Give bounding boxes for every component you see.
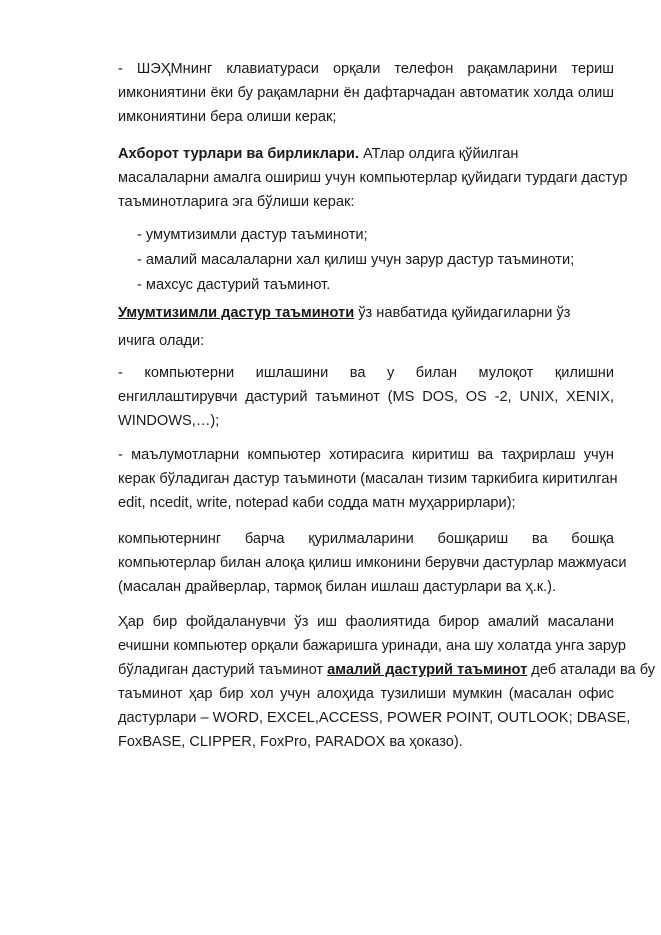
text-span: бўладиган дастурий таъминот (118, 662, 328, 678)
text-span: ўз навбатида қуйидагиларни ўз (354, 305, 571, 321)
text-line: керак бўладиган дастур таъминоти (масалан тизим таркибига киритилган (118, 471, 618, 487)
text-line: имкониятини бера олиши керак; (118, 109, 337, 125)
text-line: компьютернинг барча қурилмаларини бошқариш ва бошқа (118, 531, 614, 547)
text-line: енгиллаштирувчи дастурий таъминот (MS DOS, OS -2, UNIX, XENIX, (118, 389, 614, 405)
text-line: - ШЭҲМнинг клавиатураси орқали телефон рақамларини териш (118, 61, 614, 77)
text-span: АТлар олдига қўйилган (358, 146, 519, 162)
text-line: ичига олади: (118, 333, 205, 349)
text-line: дастурлари – WORD, EXCEL,ACCESS, POWER POINT, OUTLOOK; DBASE, (118, 710, 631, 726)
text-line: таъминот ҳар бир хол учун алоҳида тузилиши мумкин (масалан офис (118, 686, 614, 702)
text-line: (масалан драйверлар, тармоқ билан ишлаш дастурлари ва ҳ.к.). (118, 579, 557, 595)
text-line: таъминотларига эга бўлиши керак: (118, 194, 355, 210)
list-item: - умумтизимли дастур таъминоти; (137, 227, 368, 243)
text-span: деб аталади ва бу (527, 662, 656, 678)
text-line: - компьютерни ишлашини ва у билан мулоқот қилишни (118, 365, 614, 381)
underlined-term: Умумтизимли дастур таъминоти (118, 305, 355, 321)
text-line: - маълумотларни компьютер хотирасига киритиш ва таҳрирлаш учун (118, 447, 614, 463)
section-heading: Ахборот турлари ва бирликлари. (118, 146, 359, 162)
list-item: - махсус дастурий таъминот. (137, 277, 331, 293)
text-line: WINDOWS,…); (118, 413, 220, 429)
text-line: Ҳар бир фойдаланувчи ўз иш фаолиятида бирор амалий масалани (118, 614, 614, 630)
text-line: ечишни компьютер орқали бажаришга уринади, ана шу холатда унга зарур (118, 638, 627, 654)
text-line: имкониятини ёки бу рақамларни ён дафтарчадан автоматик холда олиш (118, 85, 614, 101)
text-line: edit, ncedit, write, notepad каби содда матн муҳаррирлари); (118, 495, 516, 511)
text-line (118, 301, 614, 325)
text-line (118, 658, 656, 682)
text-line: FoxBASE, CLIPPER, FoxPro, PARADOX ва ҳоказо). (118, 734, 463, 750)
text-line: масалаларни амалга ошириш учун компьютерлар қуйидаги турдаги дастур (118, 170, 628, 186)
list-item: - амалий масалаларни хал қилиш учун зарур дастур таъминоти; (137, 252, 575, 268)
underlined-term: амалий дастурий таъминот (327, 662, 528, 678)
text-line: компьютерлар билан алоқа қилиш имконини берувчи дастурлар мажмуаси (118, 555, 627, 571)
text-line (118, 142, 614, 166)
